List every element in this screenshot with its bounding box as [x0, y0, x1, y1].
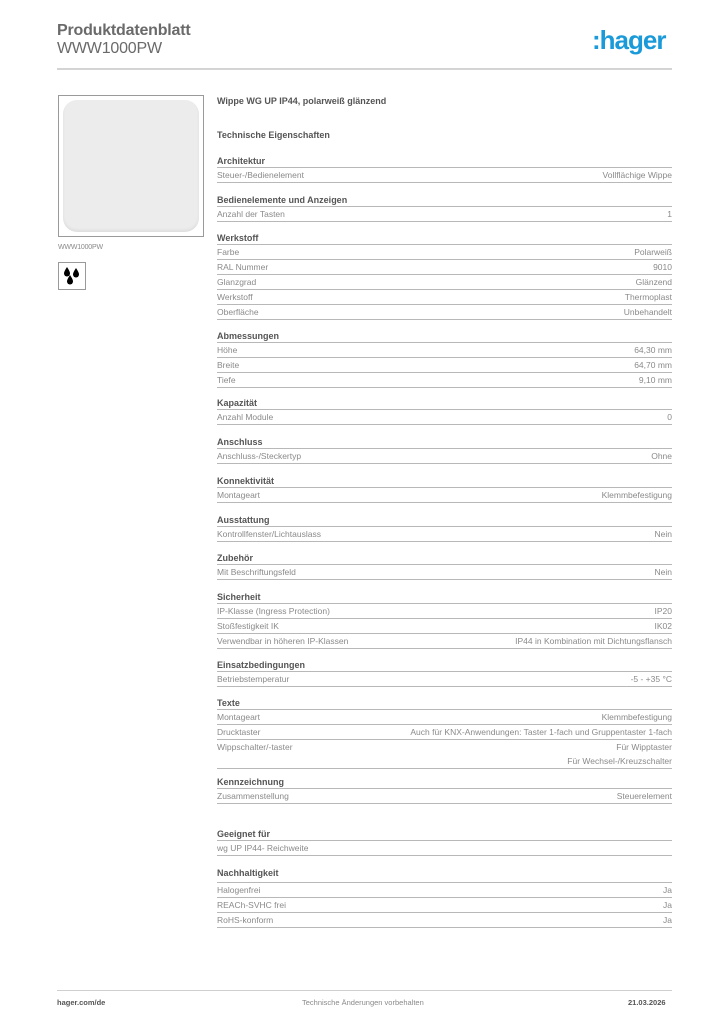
table-row: Farbe Polarweiß: [217, 245, 672, 260]
table-row: Stoßfestigkeit IK IK02: [217, 619, 672, 634]
document-header: [57, 22, 191, 58]
section-title: Texte: [217, 697, 672, 710]
table-row: Oberfläche Unbehandelt: [217, 305, 672, 320]
section-kapazitaet: [217, 397, 672, 425]
table-row: Anzahl Module 0: [217, 410, 672, 425]
section-sicherheit: [217, 591, 672, 649]
section-title: Einsatzbedingungen: [217, 659, 672, 672]
section-title: Architektur: [217, 155, 672, 168]
section-title: Zubehör: [217, 552, 672, 565]
section-zubehoer: [217, 552, 672, 580]
table-row: Mit Beschriftungsfeld Nein: [217, 565, 672, 580]
section-title: Werkstoff: [217, 232, 672, 245]
section-title: Abmessungen: [217, 330, 672, 343]
water-drops-icon: [58, 262, 86, 290]
table-row: Drucktaster Auch für KNX-Anwendungen: Taster 1-fach und Gruppentaster 1-fach: [217, 725, 672, 740]
table-row: Betriebstemperatur -5 - +35 °C: [217, 672, 672, 687]
article-number: WWW1000PW: [57, 40, 162, 57]
section-title: Konnektivität: [217, 475, 672, 488]
section-title: Geeignet für: [217, 828, 672, 841]
product-name: Wippe WG UP IP44, polarweiß glänzend: [217, 96, 387, 106]
section-title: Bedienelemente und Anzeigen: [217, 194, 672, 207]
table-row: IP-Klasse (Ingress Protection) IP20: [217, 604, 672, 619]
section-ausstattung: [217, 514, 672, 542]
table-row: Halogenfrei Ja: [217, 883, 672, 898]
section-geeignet-fuer: [217, 828, 672, 856]
table-row: Montageart Klemmbefestigung: [217, 488, 672, 503]
section-konnektivitaet: [217, 475, 672, 503]
table-row: Zusammenstellung Steuerelement: [217, 789, 672, 804]
product-image-caption: WWW1000PW: [58, 244, 103, 251]
section-architektur: [217, 155, 672, 183]
table-row: Höhe 64,30 mm: [217, 343, 672, 358]
section-kennzeichnung: [217, 776, 672, 804]
section-anschluss: [217, 436, 672, 464]
hager-logo: :hager: [592, 25, 666, 55]
document-title: Produktdatenblatt: [57, 22, 191, 39]
section-texte: [217, 697, 672, 769]
section-title: Kapazität: [217, 397, 672, 410]
table-row: Kontrollfenster/Lichtauslass Nein: [217, 527, 672, 542]
footer-website-link[interactable]: hager.com/de: [57, 998, 106, 1007]
rocker-switch-image: [63, 100, 199, 232]
section-nachhaltigkeit: [217, 867, 672, 928]
section-title: Anschluss: [217, 436, 672, 449]
section-bedienelemente: [217, 194, 672, 222]
footer-date: 21.03.2026: [628, 998, 666, 1007]
footer-divider: [57, 990, 672, 991]
technical-properties-title: Technische Eigenschaften: [217, 130, 330, 140]
header-divider: [57, 68, 672, 70]
table-row: REACh-SVHC frei Ja: [217, 898, 672, 913]
table-row: Wippschalter/-taster Für Wipptaster Für Wechsel-/Kreuzschalter: [217, 740, 672, 769]
table-row: RoHS-konform Ja: [217, 913, 672, 928]
section-abmessungen: [217, 330, 672, 388]
section-werkstoff: [217, 232, 672, 320]
section-einsatzbedingungen: [217, 659, 672, 687]
table-row: Verwendbar in höheren IP-Klassen IP44 in Kombination mit Dichtungsflansch: [217, 634, 672, 649]
product-image: [58, 95, 204, 237]
table-row: Steuer-/Bedienelement Vollflächige Wippe: [217, 168, 672, 183]
table-row: Anschluss-/Steckertyp Ohne: [217, 449, 672, 464]
section-title: Nachhaltigkeit: [217, 867, 672, 883]
table-row: wg UP IP44- Reichweite: [217, 841, 672, 856]
table-row: Tiefe 9,10 mm: [217, 373, 672, 388]
footer-disclaimer: Technische Änderungen vorbehalten: [302, 998, 424, 1007]
section-title: Sicherheit: [217, 591, 672, 604]
table-row: Anzahl der Tasten 1: [217, 207, 672, 222]
table-row: Montageart Klemmbefestigung: [217, 710, 672, 725]
table-row: RAL Nummer 9010: [217, 260, 672, 275]
table-row: Glanzgrad Glänzend: [217, 275, 672, 290]
table-row: Breite 64,70 mm: [217, 358, 672, 373]
table-row: Werkstoff Thermoplast: [217, 290, 672, 305]
section-title: Kennzeichnung: [217, 776, 672, 789]
section-title: Ausstattung: [217, 514, 672, 527]
